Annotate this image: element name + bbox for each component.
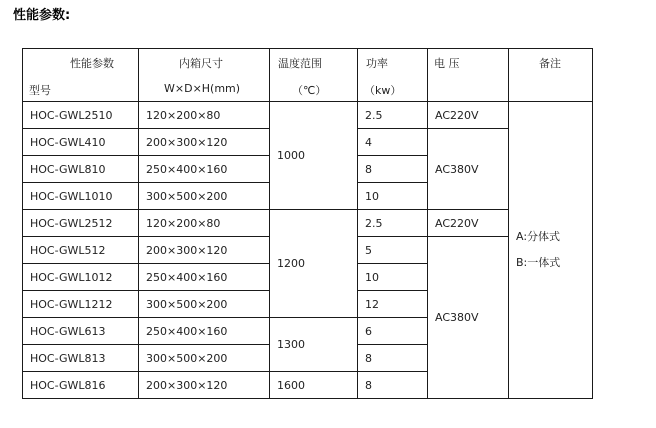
power-cell: 12 xyxy=(358,291,428,318)
power-cell: 2.5 xyxy=(358,102,428,129)
note-line: B:一体式 xyxy=(516,256,561,269)
size-cell: 200×300×120 xyxy=(139,372,270,399)
size-cell: 250×400×160 xyxy=(139,156,270,183)
temp-cell: 1000 xyxy=(270,102,358,210)
header-voltage-cell xyxy=(428,49,509,102)
header-power-unit: （kw） xyxy=(364,84,402,97)
size-cell: 250×400×160 xyxy=(139,264,270,291)
temp-cell: 1200 xyxy=(270,210,358,318)
power-cell: 2.5 xyxy=(358,210,428,237)
model-cell: HOC-GWL1010 xyxy=(23,183,139,210)
header-temp-label: 温度范围 xyxy=(278,57,322,70)
header-model-cell xyxy=(23,49,139,102)
model-cell: HOC-GWL810 xyxy=(23,156,139,183)
table-row xyxy=(23,102,593,129)
model-cell: HOC-GWL813 xyxy=(23,345,139,372)
header-size-cell xyxy=(139,49,270,102)
section-heading: 性能参数: xyxy=(13,8,71,23)
temp-cell: 1300 xyxy=(270,318,358,372)
size-cell: 300×500×200 xyxy=(139,345,270,372)
header-voltage-label: 电 压 xyxy=(434,57,460,70)
power-cell: 5 xyxy=(358,237,428,264)
model-cell: HOC-GWL613 xyxy=(23,318,139,345)
voltage-cell: AC380V xyxy=(428,237,509,399)
note-line: A:分体式 xyxy=(516,230,561,243)
header-power-label: 功率 xyxy=(366,57,388,70)
power-cell: 6 xyxy=(358,318,428,345)
note-cell xyxy=(509,102,593,399)
header-temp-cell xyxy=(270,49,358,102)
header-row xyxy=(23,49,593,102)
size-cell: 120×200×80 xyxy=(139,210,270,237)
header-param-label: 性能参数 xyxy=(70,57,114,70)
voltage-cell: AC220V xyxy=(428,210,509,237)
header-size-label: 内箱尺寸 xyxy=(179,57,223,70)
size-cell: 300×500×200 xyxy=(139,183,270,210)
header-temp-unit: （℃） xyxy=(292,84,327,97)
header-model-label: 型号 xyxy=(29,84,51,97)
model-cell: HOC-GWL2510 xyxy=(23,102,139,129)
power-cell: 8 xyxy=(358,156,428,183)
size-cell: 250×400×160 xyxy=(139,318,270,345)
table-row xyxy=(23,210,593,237)
voltage-cell: AC380V xyxy=(428,129,509,210)
power-cell: 4 xyxy=(358,129,428,156)
header-note-label: 备注 xyxy=(539,57,561,70)
temp-cell: 1600 xyxy=(270,372,358,399)
size-cell: 120×200×80 xyxy=(139,102,270,129)
voltage-cell: AC220V xyxy=(428,102,509,129)
spec-table xyxy=(22,48,593,399)
size-cell: 200×300×120 xyxy=(139,129,270,156)
size-cell: 200×300×120 xyxy=(139,237,270,264)
power-cell: 10 xyxy=(358,183,428,210)
model-cell: HOC-GWL816 xyxy=(23,372,139,399)
power-cell: 8 xyxy=(358,372,428,399)
size-cell: 300×500×200 xyxy=(139,291,270,318)
header-power-cell xyxy=(358,49,428,102)
power-cell: 10 xyxy=(358,264,428,291)
power-cell: 8 xyxy=(358,345,428,372)
model-cell: HOC-GWL512 xyxy=(23,237,139,264)
model-cell: HOC-GWL1212 xyxy=(23,291,139,318)
model-cell: HOC-GWL1012 xyxy=(23,264,139,291)
header-size-unit: W×D×H(mm) xyxy=(164,82,241,95)
model-cell: HOC-GWL2512 xyxy=(23,210,139,237)
model-cell: HOC-GWL410 xyxy=(23,129,139,156)
header-note-cell xyxy=(509,49,593,102)
